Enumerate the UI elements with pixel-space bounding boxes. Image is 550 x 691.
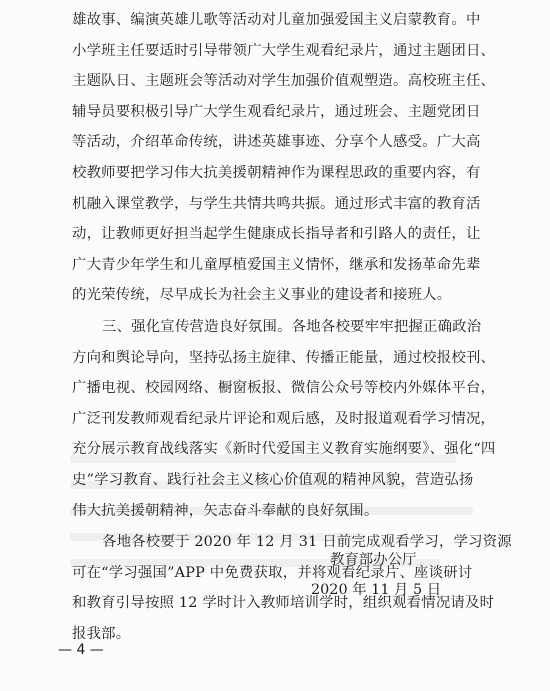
- text-line: 辅导员要积极引导广大学生观看纪录片，通过班会、主题党团日: [72, 103, 481, 120]
- text-line: 和教育引导按照 12 学时计入教师培训学时，组织观看情况请及时: [72, 595, 495, 612]
- signature-organization: 教育部办公厅: [330, 552, 417, 568]
- text-line: 广大青少年学生和儿童厚植爱国主义情怀，继承和发扬革命先辈: [72, 256, 481, 273]
- text-line: 可在“学习强国”APP 中免费获取，并将观看纪录片、座谈研讨: [72, 564, 473, 581]
- signature-date: 2020 年 11 月 5 日: [311, 582, 442, 598]
- text-line: 小学班主任要适时引导带领广大学生观看纪录片，通过主题团日、: [72, 42, 496, 59]
- text-line: 史”学习教育、践行社会主义核心价值观的精神风貌，营造弘扬: [72, 472, 474, 488]
- text-line: 伟大抗美援朝精神，矢志奋斗奉献的良好氛围。: [72, 502, 379, 519]
- text-line: 校教师要把学习伟大抗美援朝精神作为课程思政的重要内容，有: [72, 165, 481, 181]
- section-heading-line: 三、强化宣传营造良好氛围。各地各校要牢牢把握正确政治: [102, 319, 482, 335]
- text-line: 广播电视、校园网络、橱窗板报、微信公众号等校内外媒体平台，: [72, 380, 496, 397]
- page-number: — 4 —: [58, 642, 104, 658]
- text-line: 方向和舆论导向，坚持弘扬主旋律、传播正能量，通过校报校刊、: [72, 349, 496, 366]
- text-line: 广泛刊发教师观看纪录片评论和观后感，及时报道观看学习情况，: [72, 410, 496, 427]
- text-line: 充分展示教育战线落实《新时代爱国主义教育实施纲要》、强化“四: [72, 441, 496, 458]
- text-line: 雄故事、编演英雄儿歌等活动对儿童加强爱国主义启蒙教育。中: [72, 12, 481, 28]
- text-line: 报我部。: [72, 626, 131, 642]
- text-line: 机融入课堂教学，与学生共情共鸣共振。通过形式丰富的教育活: [72, 195, 481, 212]
- text-line: 动，让教师更好担当起学生健康成长指导者和引路人的责任，让: [72, 226, 481, 243]
- text-line: 主题队日、主题班会等活动对学生加强价值观塑造。高校班主任、: [72, 73, 496, 90]
- text-line: 各地各校要于 2020 年 12 月 31 日前完成观看学习，学习资源: [102, 534, 512, 551]
- text-line: 的光荣传统，尽早成长为社会主义事业的建设者和接班人。: [72, 287, 452, 304]
- text-line: 等活动，介绍革命传统，讲述英雄事迹、分享个人感受。广大高: [72, 134, 481, 151]
